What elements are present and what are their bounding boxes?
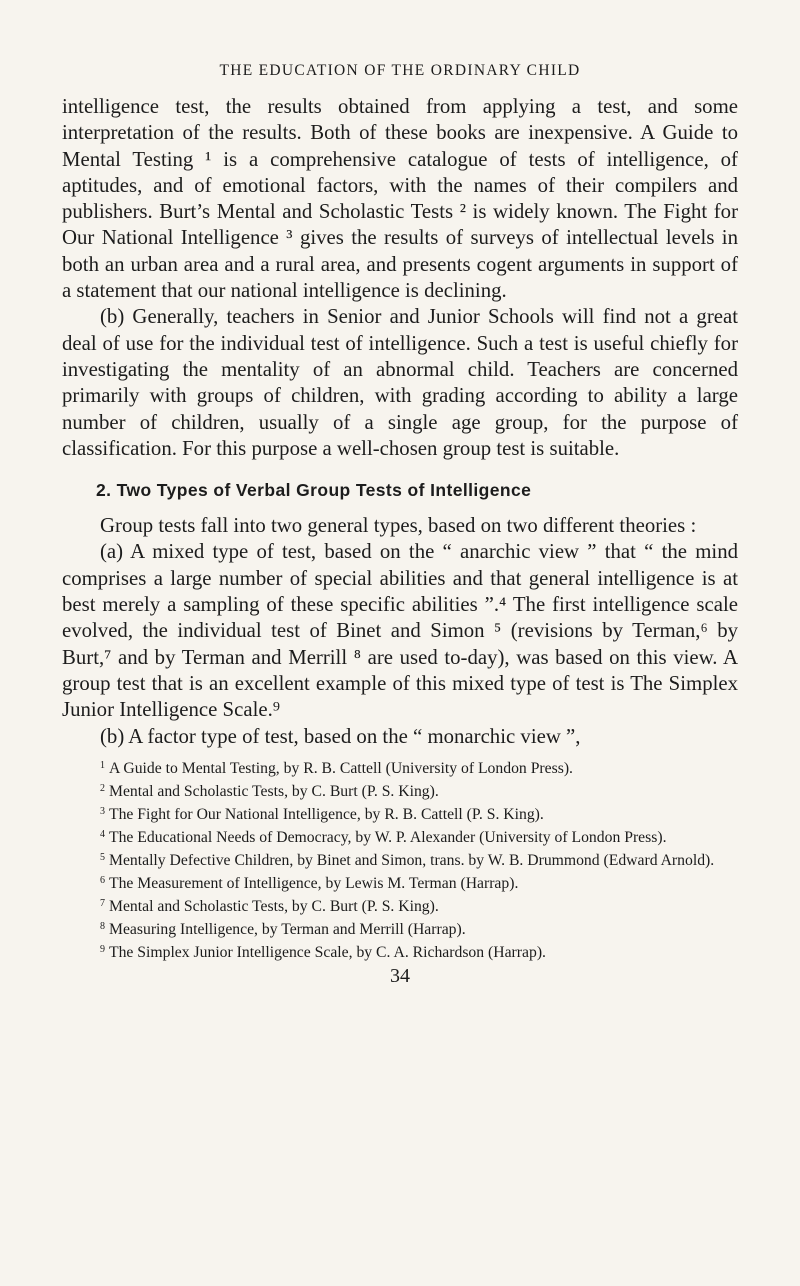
- footnote: [62, 802, 738, 825]
- footnote-number: 7: [100, 897, 105, 909]
- paragraph-b: (b) Generally, teachers in Senior and Junior Schools will find not a great deal of use for the individual test of intelligence. Such a test is useful chiefly for investigating the mentality of an abnormal child. Teachers are concerned primarily with groups of children, with grading according to ability a large number of children, usually of a single age group, for the purpose of classification. For this purpose a well-chosen group test is suitable.: [62, 305, 738, 460]
- footnote: [62, 848, 738, 871]
- paragraph-continued: intelligence test, the results obtained from applying a test, and some interpretation of the results. Both of these books are inexpensive. A Guide to Mental Testing ¹ is a comprehensive catalogue of tests of intelligence, of aptitudes, and of emotional factors, with the names of their compilers and publishers. Burt’s Mental and Scholastic Tests ² is widely known. The Fight for Our National Intelligence ³ gives the results of surveys of intellectual levels in both an urban area and a rural area, and presents cogent arguments in support of a statement that our national intelligence is declining.: [62, 95, 738, 303]
- footnote: [62, 871, 738, 894]
- running-head: THE EDUCATION OF THE ORDINARY CHILD: [219, 62, 581, 79]
- section-intro-paragraph: Group tests fall into two general types, based on two different theories :: [100, 514, 697, 538]
- footnote-number: 2: [100, 782, 105, 794]
- footnote: [62, 779, 738, 802]
- factor-type-paragraph: (b) A factor type of test, based on the “ monarchic view ”,: [100, 724, 581, 748]
- page-number: 34: [390, 964, 410, 987]
- footnote-text: Measuring Intelligence, by Terman and Merrill (Harrap).: [109, 920, 466, 938]
- footnote-text: Mentally Defective Children, by Binet and Simon, trans. by W. B. Drummond (Edward Arnold).: [109, 851, 715, 869]
- footnote: [62, 756, 738, 779]
- book-page: [62, 62, 738, 988]
- footnote: [62, 894, 738, 917]
- footnotes: [62, 756, 738, 963]
- footnote-text: A Guide to Mental Testing, by R. B. Cattell (University of London Press).: [109, 759, 573, 777]
- footnote-number: 9: [100, 943, 105, 955]
- footnote: [62, 940, 738, 963]
- footnote-text: The Educational Needs of Democracy, by W. P. Alexander (University of London Press).: [109, 828, 667, 846]
- footnote: [62, 825, 738, 848]
- footnote-number: 3: [100, 805, 105, 817]
- footnote-text: Mental and Scholastic Tests, by C. Burt (P. S. King).: [109, 897, 439, 915]
- footnote-number: 4: [100, 828, 105, 840]
- footnote-text: The Fight for Our National Intelligence, by R. B. Cattell (P. S. King).: [109, 805, 544, 823]
- footnote-text: The Simplex Junior Intelligence Scale, by C. A. Richardson (Harrap).: [109, 943, 546, 961]
- footnote-text: The Measurement of Intelligence, by Lewis M. Terman (Harrap).: [109, 874, 519, 892]
- footnote-text: Mental and Scholastic Tests, by C. Burt (P. S. King).: [109, 782, 439, 800]
- footnote-number: 5: [100, 851, 105, 863]
- footnote-number: 1: [100, 759, 105, 771]
- footnote-number: 8: [100, 920, 105, 932]
- footnote-number: 6: [100, 874, 105, 886]
- section-heading: 2. Two Types of Verbal Group Tests of Intelligence: [96, 480, 532, 501]
- footnote: [62, 917, 738, 940]
- mixed-type-paragraph: (a) A mixed type of test, based on the “ anarchic view ” that “ the mind comprises a large number of special abilities and that general intelligence is at best merely a sampling of these specific abilities ”.⁴ The first intelligence scale evolved, the individual test of Binet and Simon ⁵ (revisions by Terman,⁶ by Burt,⁷ and by Terman and Merrill ⁸ are used to-day), was based on this view. A group test that is an excellent example of this mixed type of test is The Simplex Junior Intelligence Scale.⁹: [62, 540, 738, 722]
